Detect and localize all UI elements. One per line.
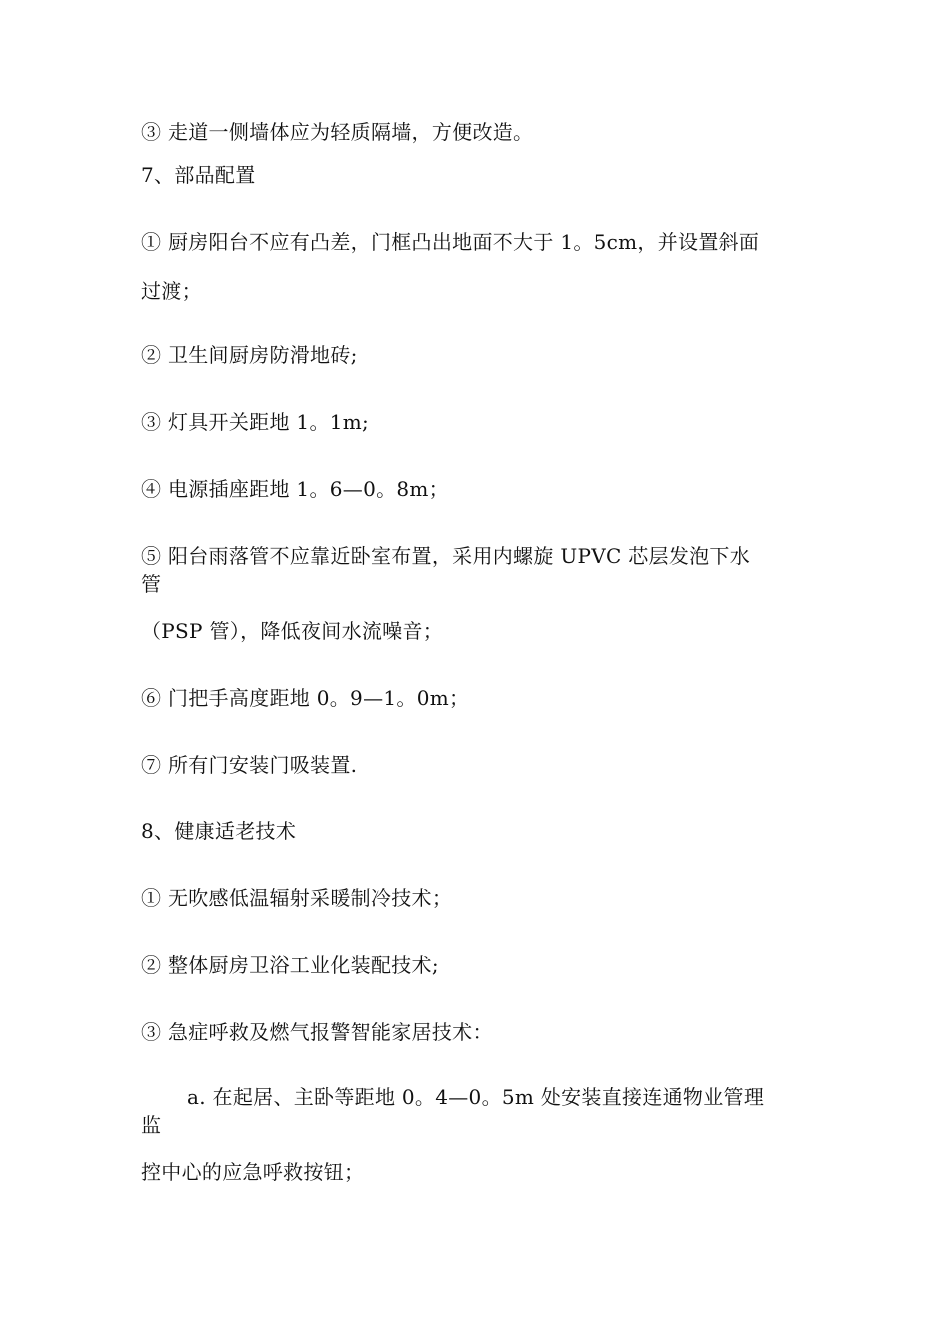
item-7-door-stopper: ⑦ 所有门安装门吸装置.	[141, 753, 358, 777]
item-5-downpipe-cont: 管	[141, 572, 162, 596]
section-8-heading: 8、健康适老技术	[141, 819, 297, 843]
item-3-switch-height: ③ 灯具开关距地 1。1m;	[141, 410, 370, 434]
item-2-tiles: ② 卫生间厨房防滑地砖;	[141, 343, 358, 367]
item-3-smart-home: ③ 急症呼救及燃气报警智能家居技术：	[141, 1020, 493, 1044]
sub-item-a-cont: 监	[141, 1113, 162, 1137]
item-2-prefab-kitchen: ② 整体厨房卫浴工业化装配技术;	[141, 953, 439, 977]
item-5-downpipe: ⑤ 阳台雨落管不应靠近卧室布置，采用内螺旋 UPVC 芯层发泡下水	[141, 544, 751, 568]
item-1-radiant-heating: ① 无吹感低温辐射采暖制冷技术；	[141, 886, 453, 910]
item-6-handle-height: ⑥ 门把手高度距地 0。9—1。0m；	[141, 686, 470, 710]
section-7-heading: 7、部品配置	[141, 163, 256, 187]
item-4-socket-height: ④ 电源插座距地 1。6—0。8m；	[141, 477, 449, 501]
item-5-psp-pipe: （PSP 管），降低夜间水流噪音；	[141, 619, 444, 643]
item-1-threshold-cont: 过渡；	[141, 279, 202, 303]
item-3-corridor-wall: ③ 走道一侧墙体应为轻质隔墙，方便改造。	[141, 120, 534, 144]
sub-item-a-emergency-button: a. 在起居、主卧等距地 0。4—0。5m 处安装直接连通物业管理	[187, 1085, 765, 1109]
sub-item-a-cont-2: 控中心的应急呼救按钮；	[141, 1160, 365, 1184]
item-1-threshold: ① 厨房阳台不应有凸差，门框凸出地面不大于 1。5cm，并设置斜面	[141, 230, 760, 254]
